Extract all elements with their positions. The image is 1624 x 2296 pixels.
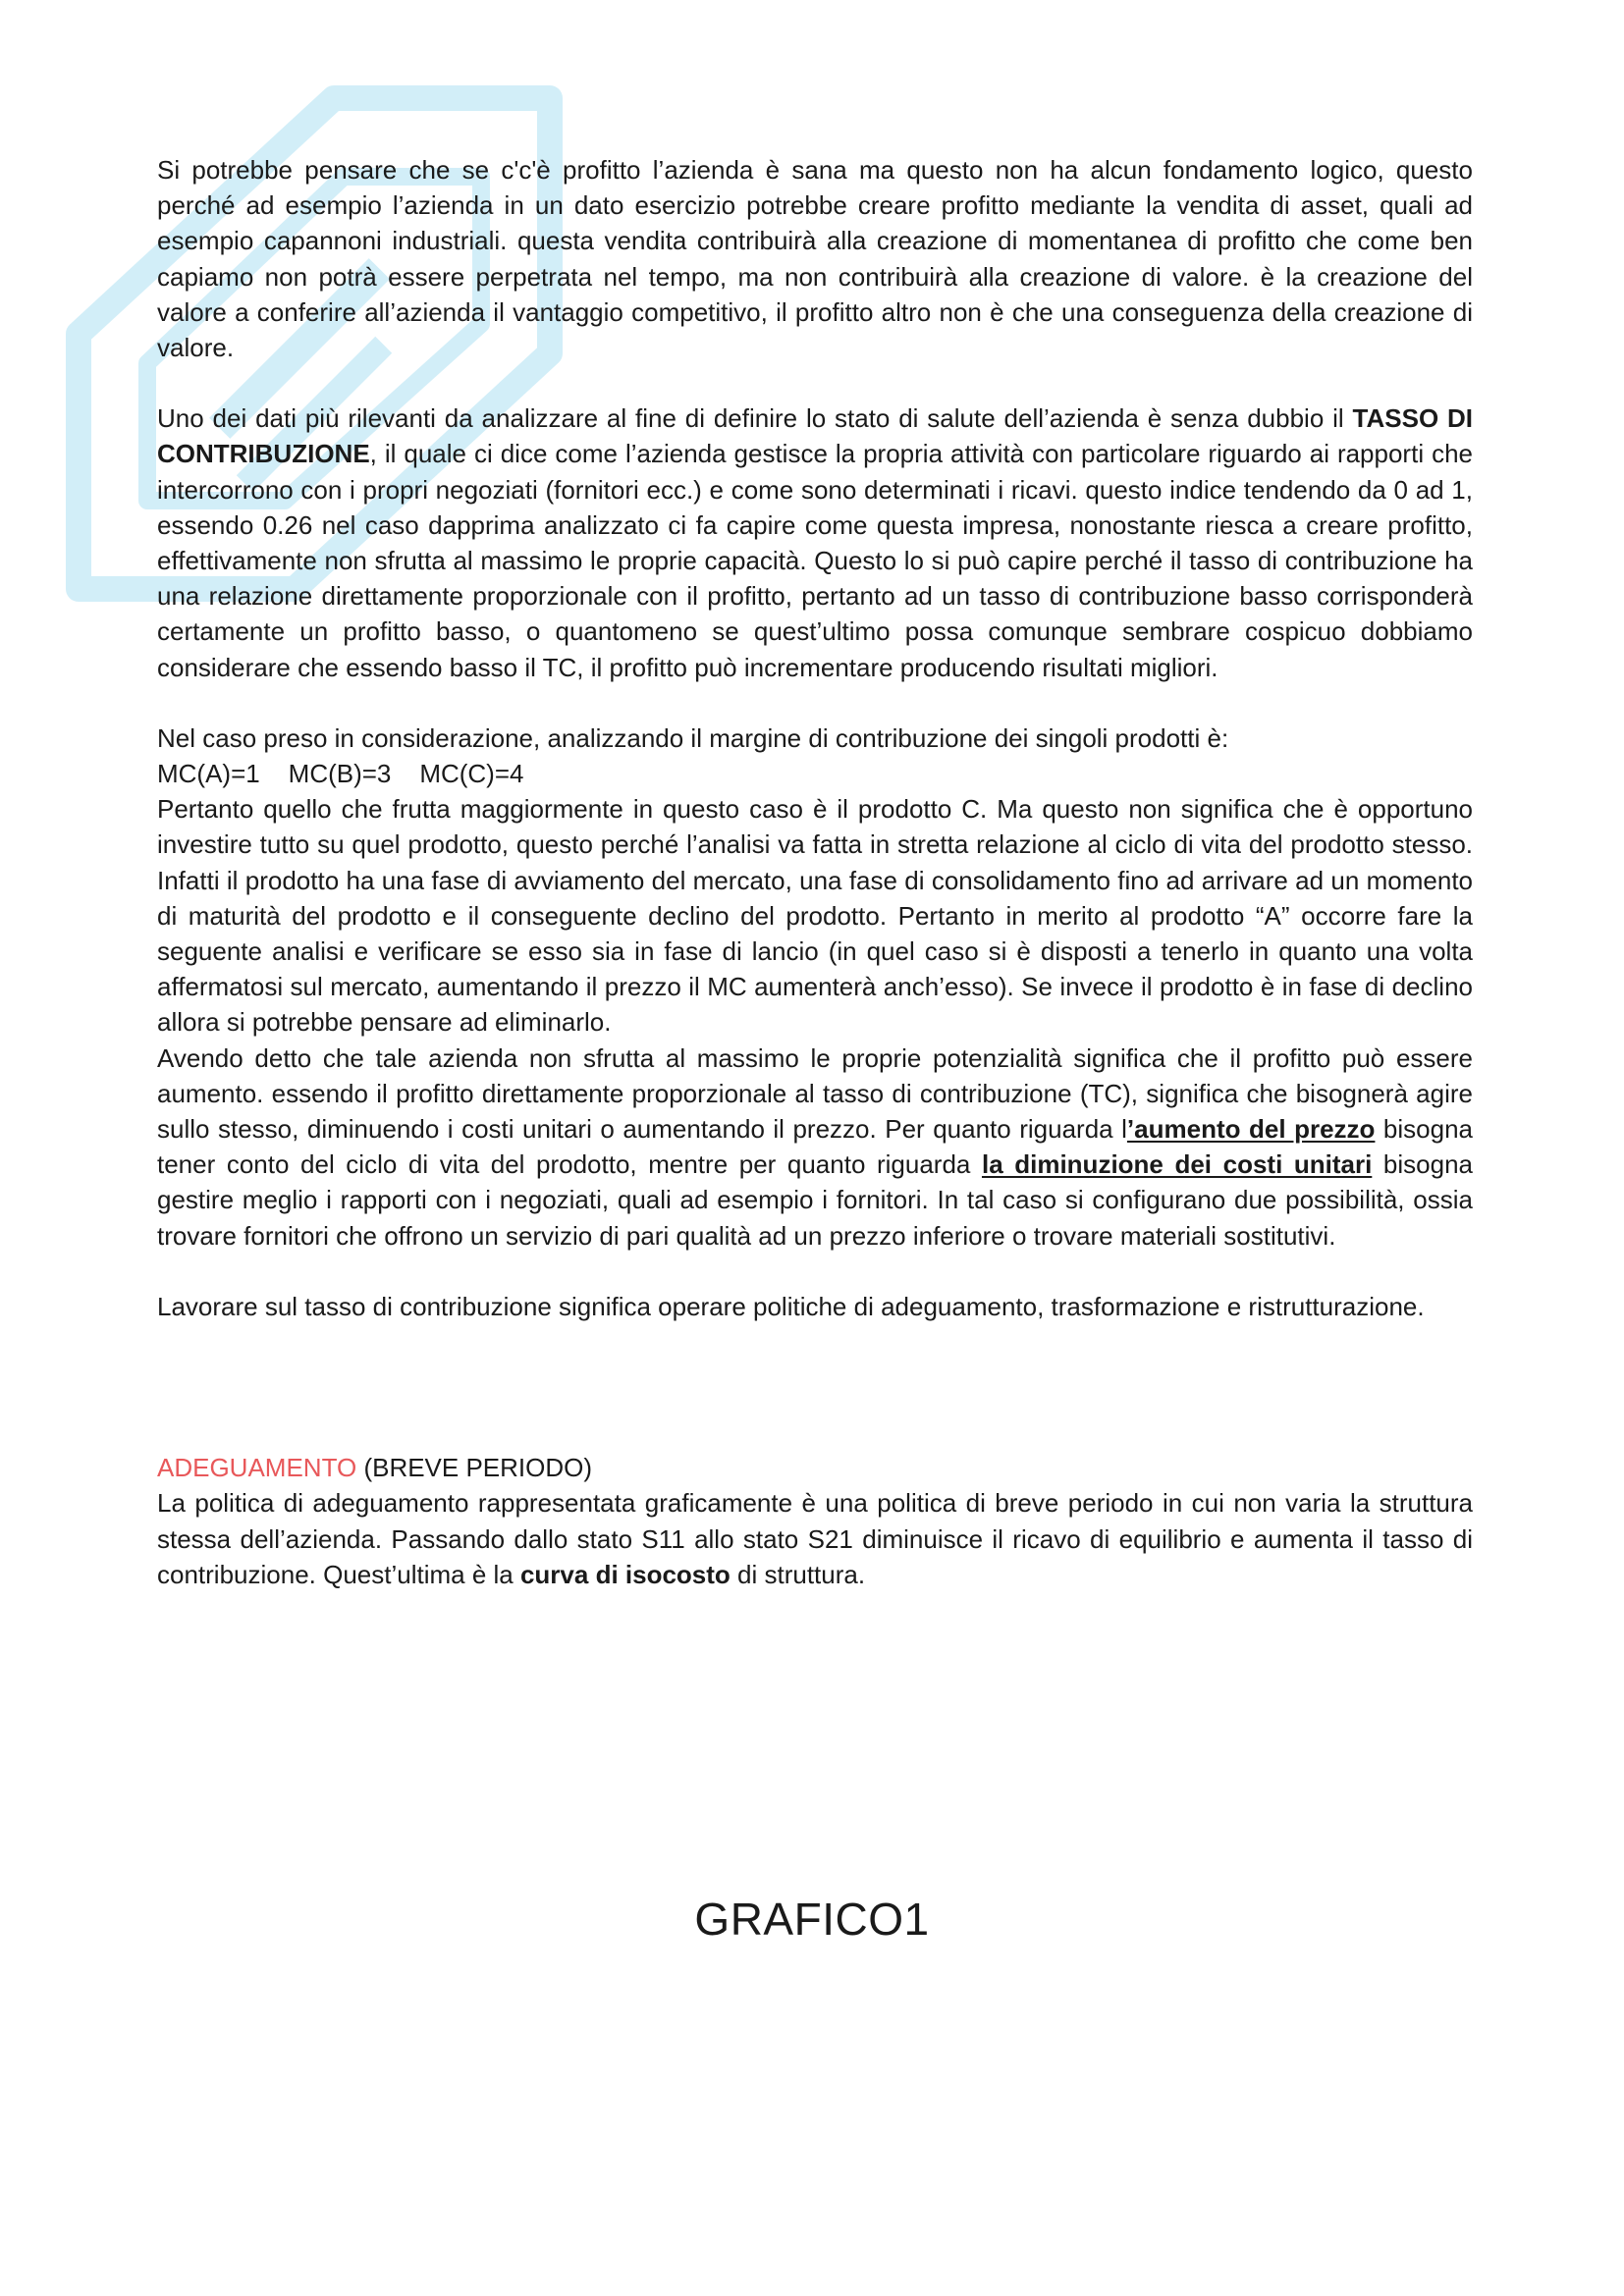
bold-term-curva-isocosto: curva di isocosto <box>519 1559 731 1589</box>
paragraph-tasso-contribuzione <box>157 400 1473 685</box>
document-body <box>157 152 1473 1592</box>
paragraph-adeguamento <box>157 1485 1473 1592</box>
grafico-label: GRAFICO1 <box>694 1894 930 1945</box>
mc-b-value: MC(B)=3 <box>288 759 392 789</box>
mc-values-line <box>157 756 1473 791</box>
text-run: Uno dei dati più rilevanti da analizzare al fine di definire lo stato di salute dell’azienda è senza dubbio il <box>157 403 1353 434</box>
mc-a-value: MC(A)=1 <box>157 759 260 789</box>
text-run: bisogna tener conto del ciclo di vita del prodotto, mentre per quanto riguarda <box>157 1114 1474 1180</box>
text-run: Avendo detto che tale azienda non sfrutta al massimo le proprie potenzialità significa che il profitto può essere aumento. essendo il profitto direttamente proporzionale al tasso di contribuzione (TC), significa che bisognerà agire sullo stesso, diminuendo i costi unitari o aumentando il prezzo. Per quanto riguarda l <box>157 1042 1473 1145</box>
text-run: di struttura. <box>730 1559 866 1589</box>
paragraph-margine-intro: Nel caso preso in considerazione, analizzando il margine di contribuzione dei singoli prodotti è: <box>157 722 1229 753</box>
paragraph-potenzialita <box>157 1041 1473 1254</box>
paragraph-profitto: Si potrebbe pensare che se c'c'è profitto l’azienda è sana ma questo non ha alcun fondamento logico, questo perché ad esempio l’azienda in un dato esercizio potrebbe creare profitto mediante la vendita di asset, quali ad esempio capannoni industriali. questa vendita contribuirà alla creazione di momentanea di profitto che come ben capiamo non potrà essere perpetrata nel tempo, ma non contribuirà alla creazione di valore. è la creazione del valore a conferire all’azienda il vantaggio competitivo, il profitto altro non è che una conseguenza della creazione di valore. <box>157 155 1473 363</box>
text-run: La politica di adeguamento rappresentata graficamente è una politica di breve periodo in cui non varia la struttura stessa dell’azienda. Passando dallo stato S11 allo stato S21 diminuisce il ricavo di equilibrio e aumenta il tasso di contribuzione. Quest’ultima è la <box>157 1488 1473 1589</box>
section-heading-adeguamento <box>157 1450 1473 1485</box>
text-run: bisogna gestire meglio i rapporti con i negoziati, quali ad esempio i fornitori. In tal caso si configurano due possibilità, ossia trovare fornitori che offrono un servizio di pari qualità ad un prezzo inferiore o trovare materiali sostitutivi. <box>157 1149 1473 1251</box>
paragraph-ciclo-vita: Pertanto quello che frutta maggiormente in questo caso è il prodotto C. Ma questo non significa che è opportuno investire tutto su quel prodotto, questo perché l’analisi va fatta in stretta relazione al ciclo di vita del prodotto stesso. Infatti il prodotto ha una fase di avviamento del mercato, una fase di consolidamento fino ad arrivare ad un momento di maturità del prodotto e il conseguente declino del prodotto. Pertanto in merito al prodotto “A” occorre fare la seguente analisi e verificare se esso sia in fase di lancio (in quel caso si è disposti a tenerlo in quanto una volta affermatosi sul mercato, aumentando il prezzo il MC aumenterà anch’esso). Se invece il prodotto è in fase di declino allora si potrebbe pensare ad eliminarlo. <box>157 794 1473 1038</box>
bold-term-tasso-di-contribuzione: TASSO DI CONTRIBUZIONE <box>157 403 1474 469</box>
section-heading-rest: (BREVE PERIODO) <box>356 1453 593 1483</box>
bold-underlined-aumento-prezzo: ’aumento del prezzo <box>1126 1114 1376 1145</box>
bold-underlined-diminuzione-costi: la diminuzione dei costi unitari <box>981 1149 1373 1180</box>
paragraph-politiche: Lavorare sul tasso di contribuzione significa operare politiche di adeguamento, trasformazione e ristrutturazione. <box>157 1291 1425 1321</box>
section-heading-red-word: ADEGUAMENTO <box>157 1453 357 1483</box>
mc-c-value: MC(C)=4 <box>419 759 524 789</box>
text-run: , il quale ci dice come l’azienda gestisce la propria attività con particolare riguardo ai rapporti che intercorrono con i propri negoziati (fornitori ecc.) e come sono determinati i ricavi. questo indice tendendo da 0 ad 1, essendo 0.26 nel caso dapprima analizzato ci fa capire come questa impresa, nonostante riesca a creare profitto, effettivamente non sfrutta al massimo le proprie capacità. Questo lo si può capire perché il tasso di contribuzione ha una relazione direttamente proporzionale con il profitto, pertanto ad un tasso di contribuzione basso corrisponderà certamente un profitto basso, o quantomeno se quest’ultimo possa comunque sembrare cospicuo dobbiamo considerare che essendo basso il TC, il profitto può incrementare producendo risultati migliori. <box>157 439 1473 682</box>
